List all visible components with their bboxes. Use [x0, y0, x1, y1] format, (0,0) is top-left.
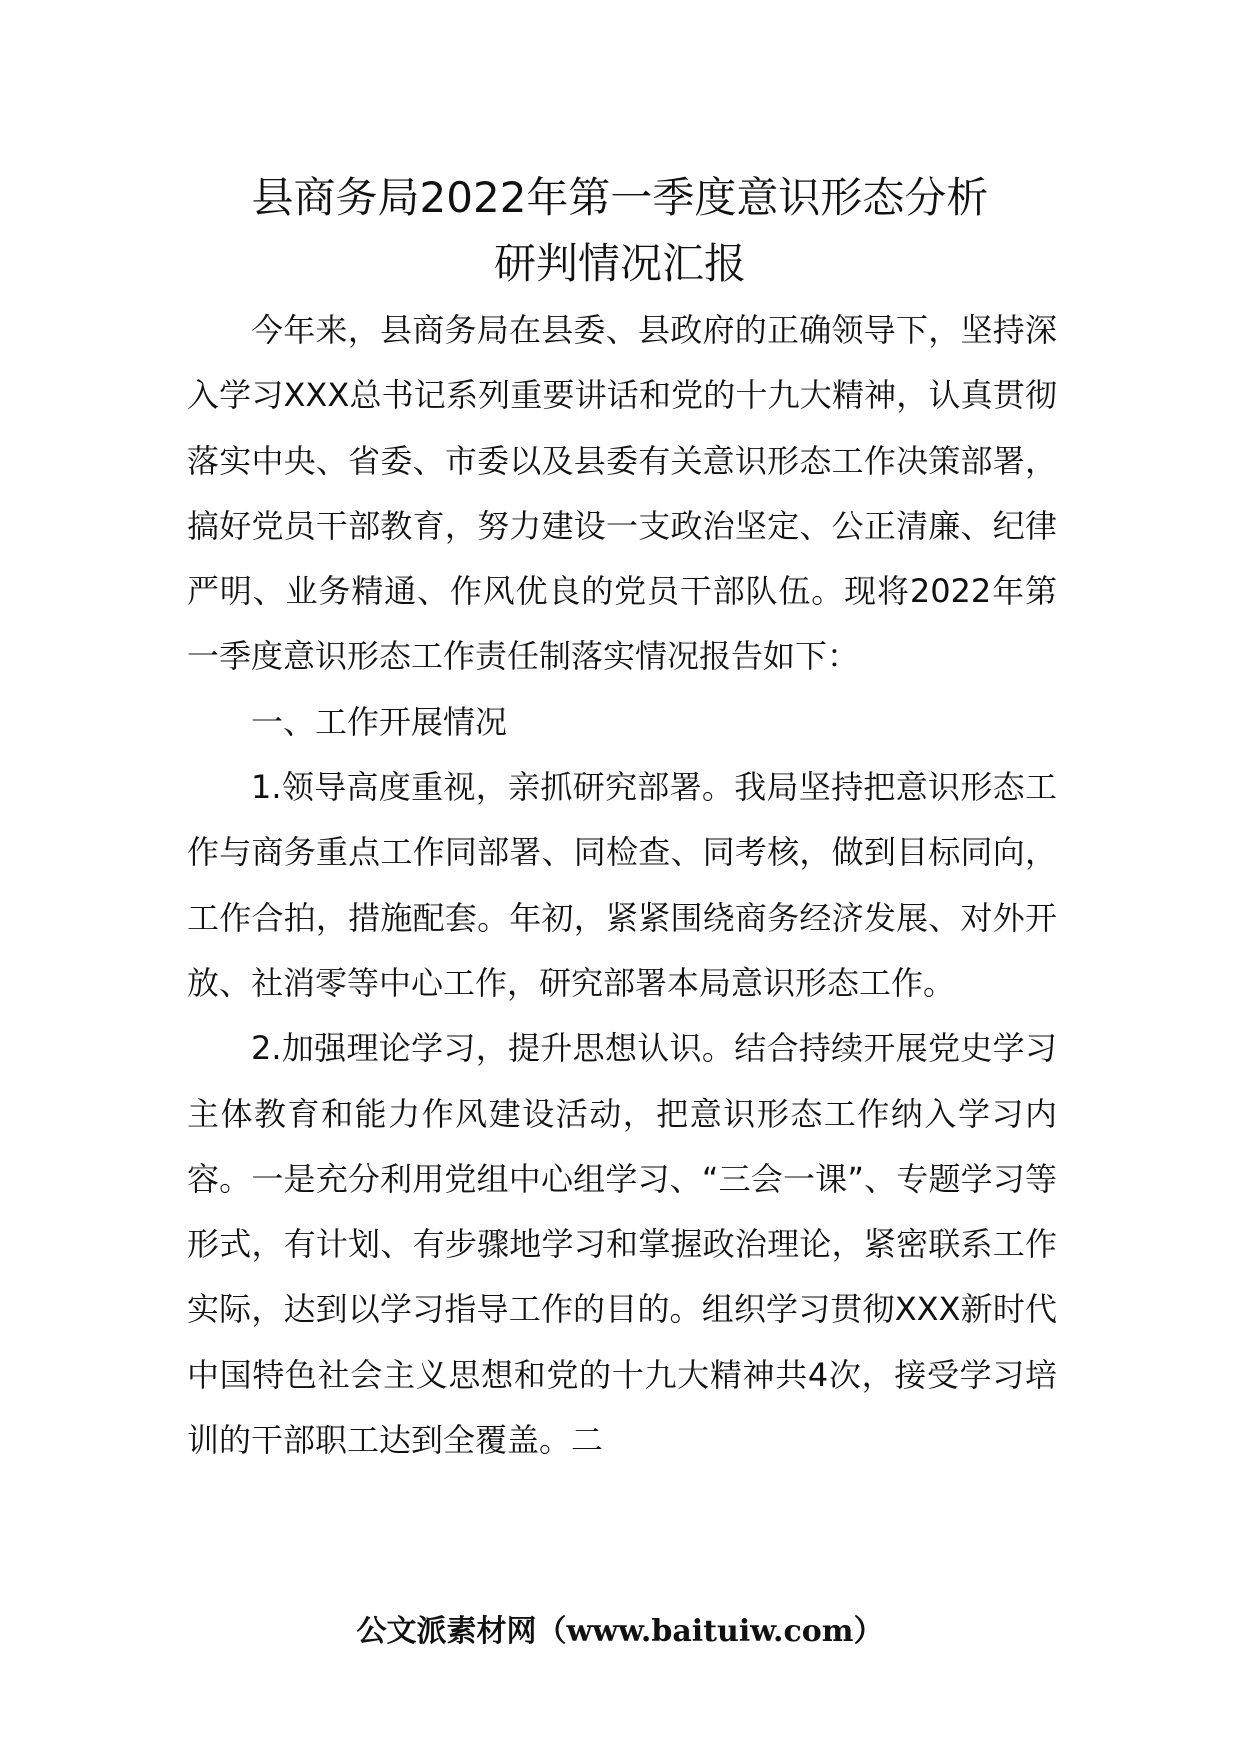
document-title-line-2: 研判情况汇报 — [493, 239, 746, 288]
item-1-paragraph: 1.领导高度重视，亲抓研究部署。我局坚持把意识形态工作与商务重点工作同部署、同检查、同考核，做到目标同向，工作合拍，措施配套。年初，紧紧围绕商务经济发展、对外开放、社消零等中心工作，研究部署本局意识形态工作。 — [187, 768, 1057, 1002]
section-heading: 一、工作开展情况 — [251, 702, 508, 741]
document-title-line-1: 县商务局2022年第一季度意识形态分析 — [251, 173, 989, 222]
document-body — [187, 298, 1057, 1473]
intro-paragraph: 今年来，县商务局在县委、县政府的正确领导下，坚持深入学习XXX总书记系列重要讲话和党的十九大精神，认真贯彻落实中央、省委、市委以及县委有关意识形态工作决策部署，搞好党员干部教育，努力建设一支政治坚定、公正清廉、纪律严明、业务精通、作风优良的党员干部队伍。现将2022年第一季度意识形态工作责任制落实情况报告如下： — [187, 311, 1057, 676]
footer-watermark: 公文派素材网（www.baituiw.com） — [356, 1614, 884, 1649]
item-2-paragraph: 2.加强理论学习，提升思想认识。结合持续开展党史学习主体教育和能力作风建设活动，把意识形态工作纳入学习内容。一是充分利用党组中心组学习、“三会一课”、专题学习等形式，有计划、有步骤地学习和掌握政治理论，紧密联系工作实际，达到以学习指导工作的目的。组织学习贯彻XXX新时代中国特色社会主义思想和党的十九大精神共4次，接受学习培训的干部职工达到全覆盖。二 — [187, 1029, 1057, 1460]
